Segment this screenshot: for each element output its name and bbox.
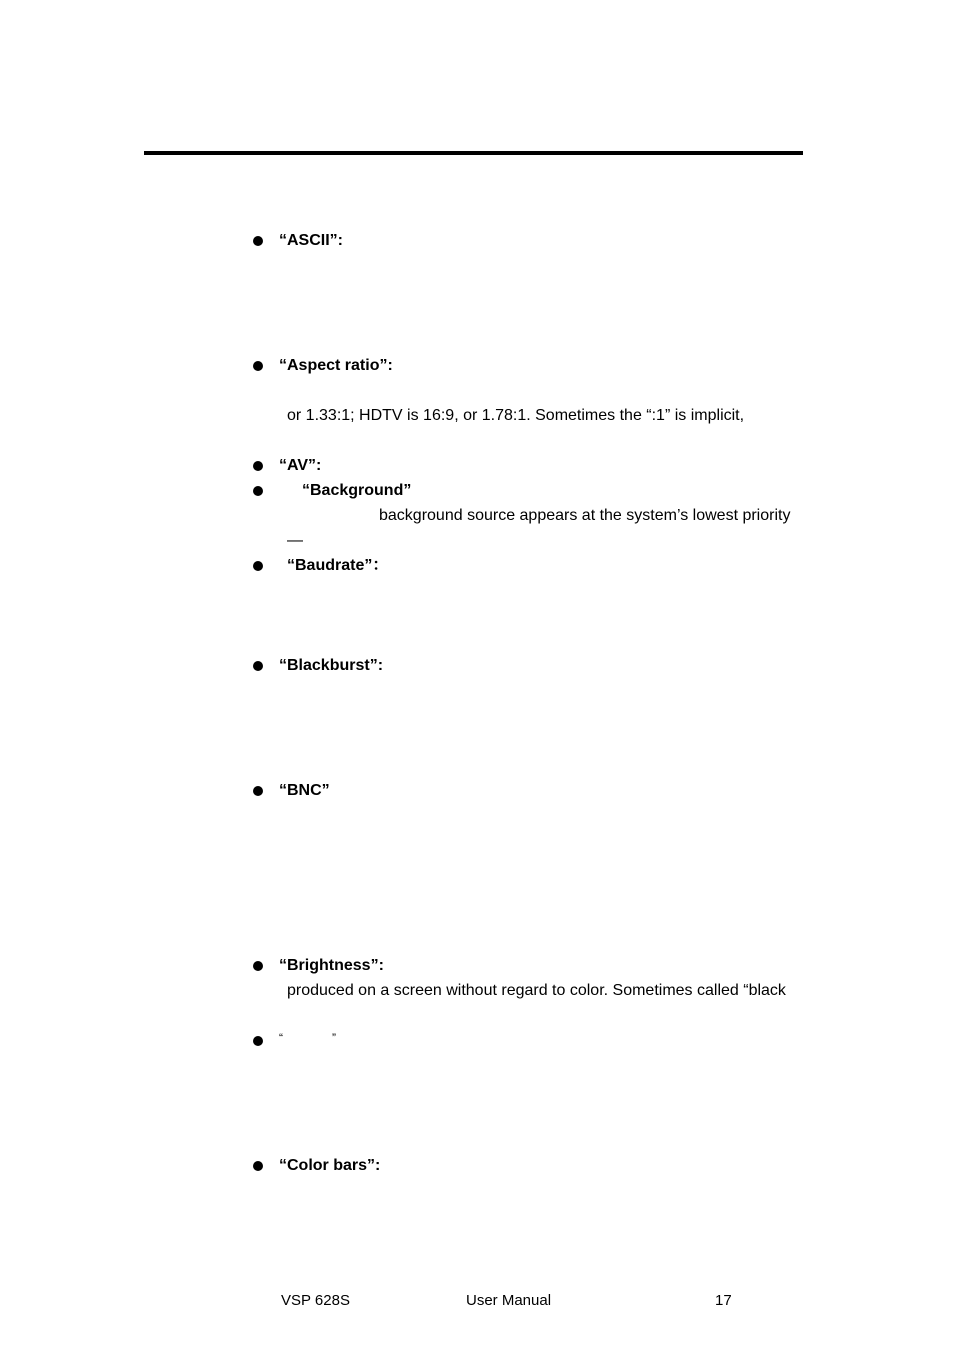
bullet-icon: [253, 786, 263, 796]
term-av: “AV”:: [279, 457, 322, 474]
footer-page-number: 17: [715, 1292, 732, 1309]
bullet-icon: [253, 461, 263, 471]
bullet-icon: [253, 361, 263, 371]
footer-doc-title: User Manual: [466, 1292, 552, 1309]
aspect-ratio-text: or 1.33:1; HDTV is 16:9, or 1.78:1. Sometimes the “:1” is implicit,: [287, 407, 745, 424]
term-baudrate: “Baudrate”：: [287, 557, 389, 574]
bullet-icon: [253, 1036, 263, 1046]
term-brightness: “Brightness”:: [279, 957, 384, 974]
term-ascii: “ASCII”:: [279, 232, 343, 249]
bullet-icon: [253, 561, 263, 571]
term-background: “Background”: [302, 482, 412, 499]
background-text: background source appears at the system’s lowest priority: [379, 507, 791, 524]
term-aspect-ratio: “Aspect ratio”:: [279, 357, 393, 374]
bullet-icon: [253, 486, 263, 496]
term-blackburst: “Blackburst”:: [279, 657, 384, 674]
term-color-bars: “Color bars”:: [279, 1157, 381, 1174]
bullet-icon: [253, 661, 263, 671]
footer-model: VSP 628S: [281, 1292, 350, 1309]
header-rule: [144, 151, 803, 155]
brightness-text: produced on a screen without regard to color. Sometimes called “black: [287, 982, 786, 999]
open-quote: “: [279, 1031, 283, 1045]
term-bnc: “BNC”: [279, 782, 330, 799]
bullet-icon: [253, 236, 263, 246]
bullet-icon: [253, 961, 263, 971]
background-dash: —: [287, 532, 303, 549]
bullet-icon: [253, 1161, 263, 1171]
close-quote: ”: [332, 1031, 336, 1045]
